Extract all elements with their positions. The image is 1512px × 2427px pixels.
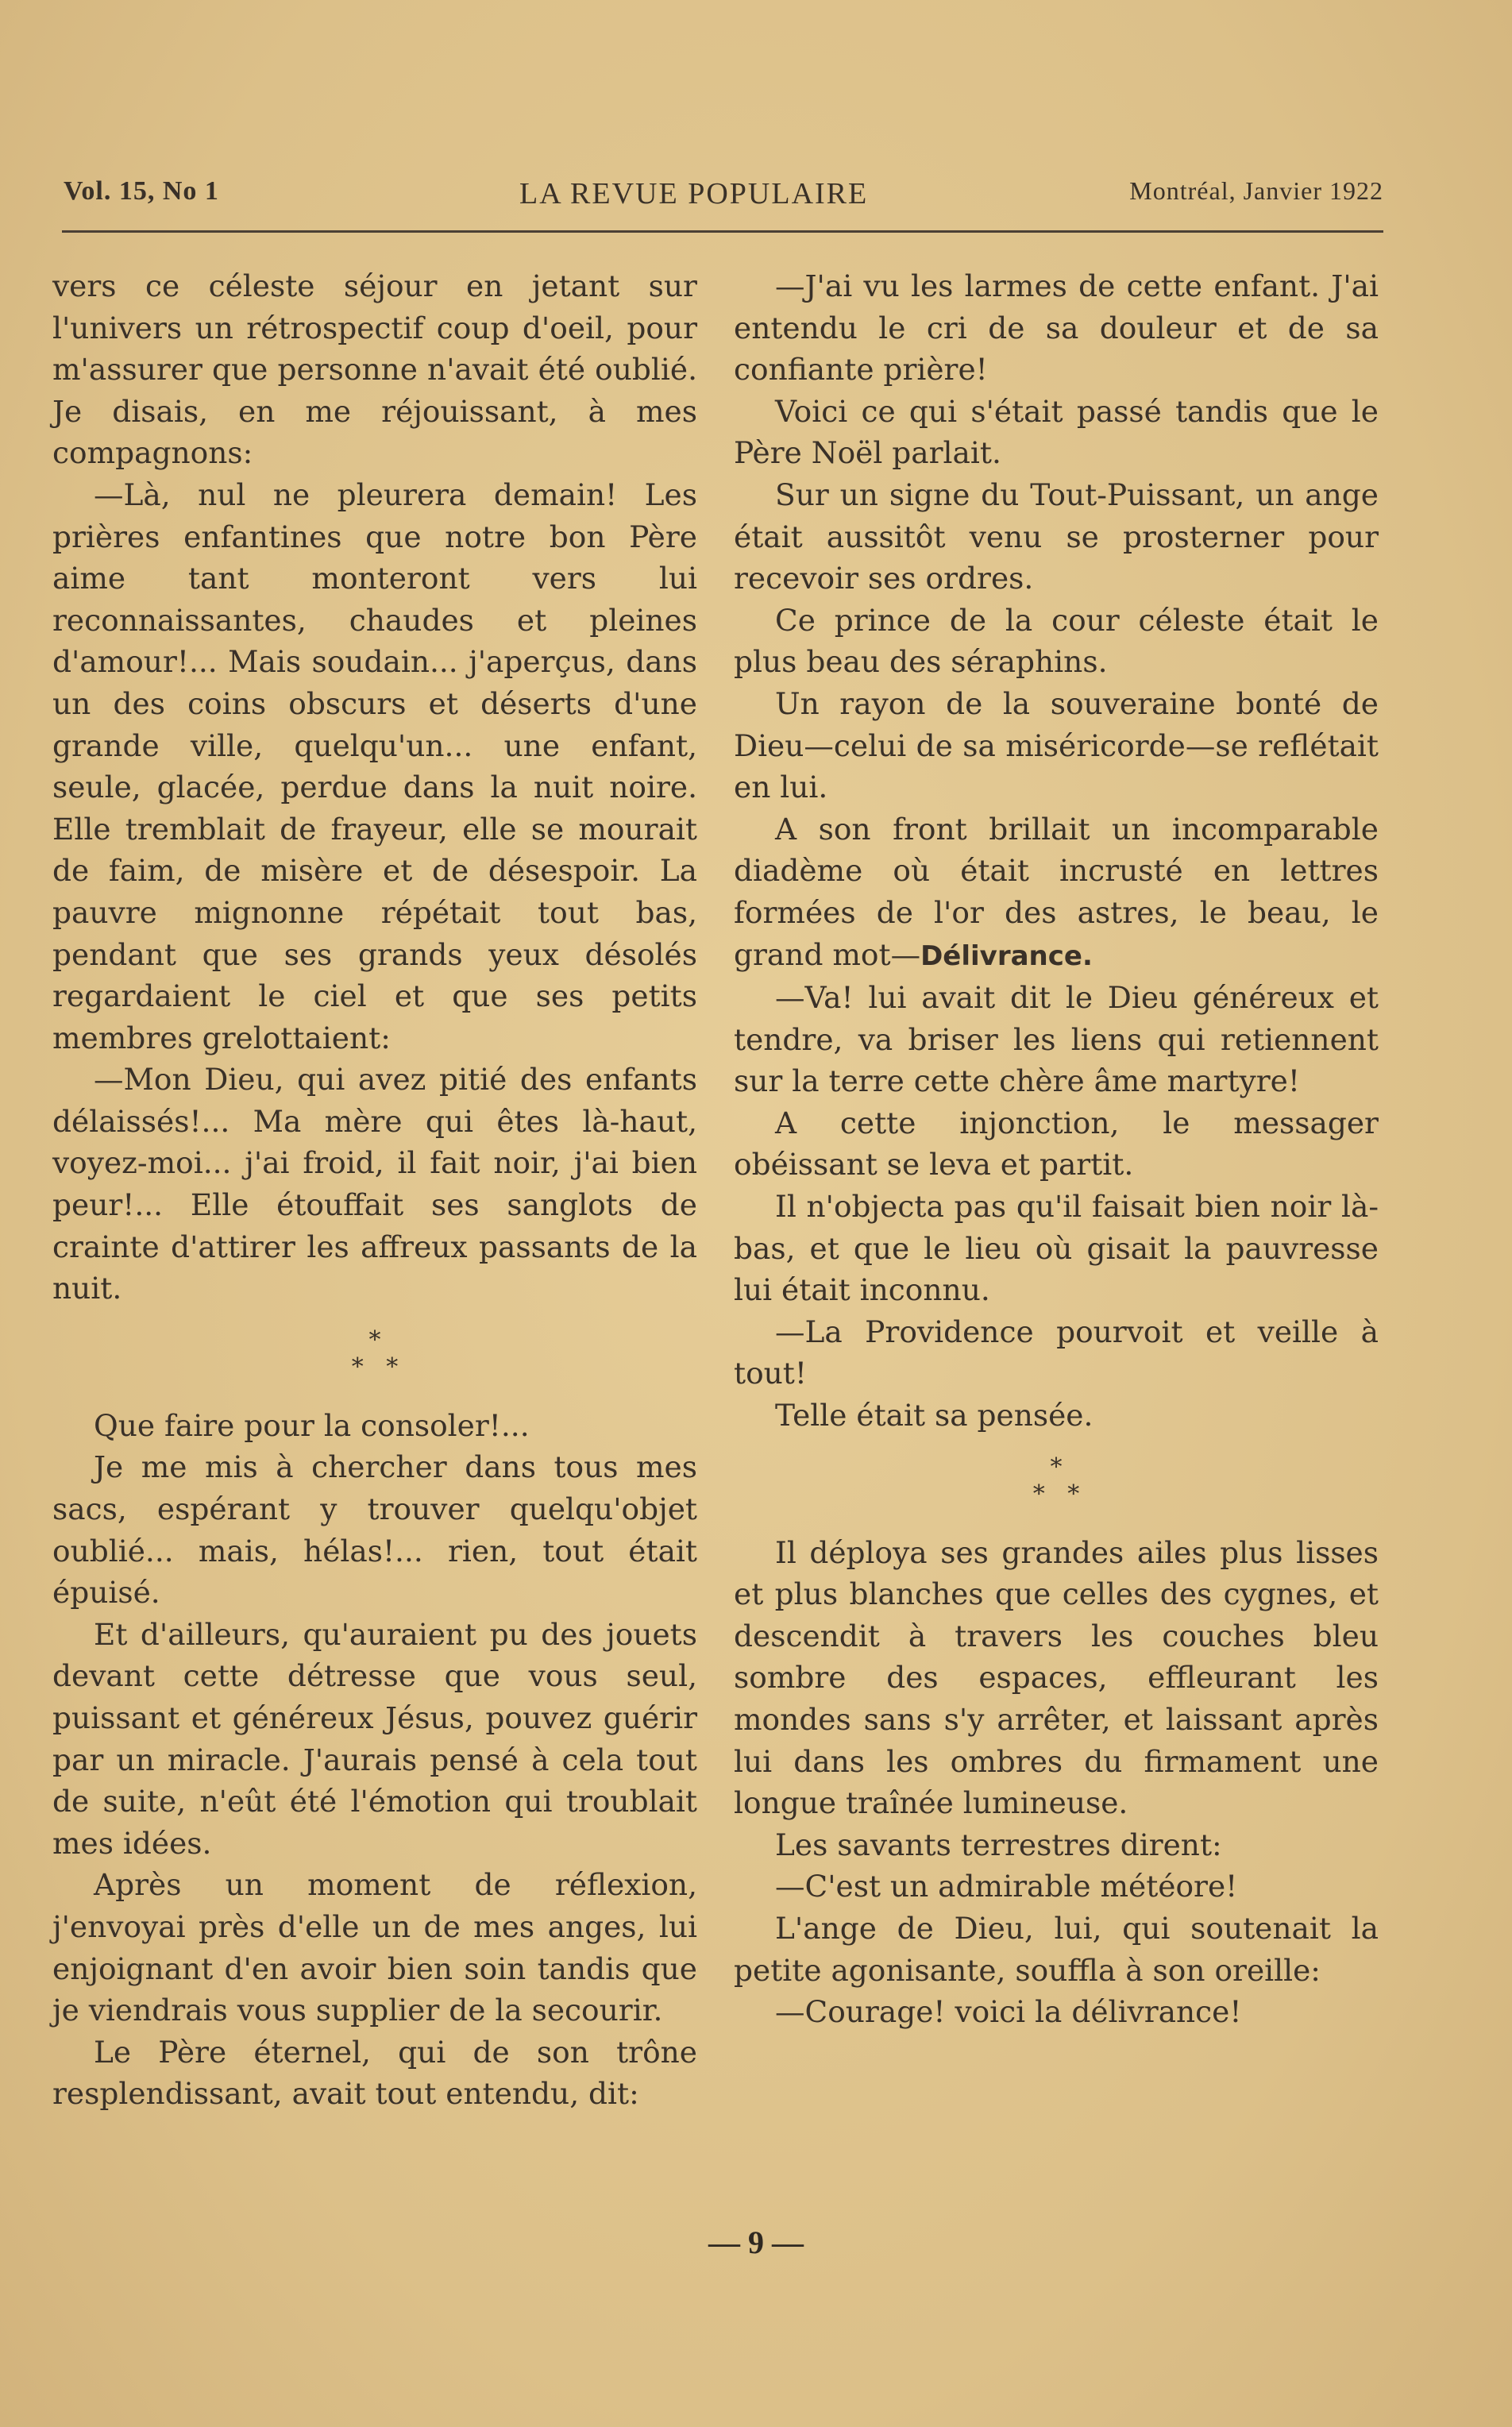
paragraph: Et d'ailleurs, qu'auraient pu des jouets devant cette détresse que vous seul, puissant et généreux Jésus, pouvez guérir par un miracle. J'aurais pensé à cela tout de suite, n'eût été l'émotion qui troublait mes idées. [52, 1616, 697, 1861]
volume-number: Vol. 15, No 1 [64, 176, 219, 206]
paragraph: Que faire pour la consoler!... [94, 1407, 530, 1443]
paragraph: L'ange de Dieu, lui, qui soutenait la petite agonisante, souffla à son oreille: [734, 1910, 1379, 1988]
paragraph: Voici ce qui s'était passé tandis que le Père Noël parlait. [734, 393, 1379, 471]
paragraph-text: A son front brillait un incomparable diadème où était incrusté en lettres formées de l'or des astres, le beau, le grand mot— [734, 811, 1379, 972]
page-header [64, 176, 1383, 216]
paragraph: Un rayon de la souveraine bonté de Dieu—celui de sa miséricorde—se reflétait en lui. [734, 685, 1379, 805]
publication-date: Montréal, Janvier 1922 [1129, 176, 1383, 205]
paragraph: Les savants terrestres dirent: [775, 1827, 1222, 1862]
paragraph: Telle était sa pensée. [775, 1398, 1094, 1433]
header-rule [62, 230, 1383, 233]
paragraph: —Courage! voici la délivrance! [775, 1994, 1242, 2030]
asterism-separator [734, 1454, 1379, 1508]
left-column [52, 265, 697, 2115]
asterisk-pair: * * [1032, 1480, 1080, 1508]
paragraph: —Mon Dieu, qui avez pitié des enfants délaissés!... Ma mère qui êtes là-haut, voyez-moi... j'ai froid, il fait noir, j'ai bien peur!... Elle étouffait ses sanglots de crainte d'attirer les affreux passants de la nuit. [52, 1062, 697, 1306]
paragraph: —Va! lui avait dit le Dieu généreux et tendre, va briser les liens qui retiennent sur la terre cette chère âme martyre! [734, 980, 1379, 1099]
asterisk-pair: * * [351, 1352, 399, 1381]
paragraph: Sur un signe du Tout-Puissant, un ange était aussitôt venu se prosterner pour recevoir ses ordres. [734, 477, 1379, 596]
paragraph: vers ce céleste séjour en jetant sur l'univers un rétrospectif coup d'oeil, pour m'assurer que personne n'avait été oublié. Je disais, en me réjouissant, à mes compagnons: [52, 268, 697, 471]
paragraph [734, 808, 1379, 977]
paragraph: —Là, nul ne pleurera demain! Les prières enfantines que notre bon Père aime tant monteront vers lui reconnaissantes, chaudes et pleines d'amour!... Mais soudain... j'aperçus, dans un des coins obscurs et déserts d'une grande ville, quelqu'un... une enfant, seule, glacée, perdue dans la nuit noire. Elle tremblait de frayeur, elle se mourait de faim, de misère et de désespoir. La pauvre mignonne répétait tout bas, pendant que ses grands yeux désolés regardaient le ciel et que ses petits membres grelottaient: [52, 477, 697, 1055]
asterism-separator [52, 1327, 697, 1381]
page-number: — 9 — [708, 2224, 804, 2260]
publication-title: LA REVUE POPULAIRE [519, 177, 869, 210]
paragraph: —C'est un admirable météore! [775, 1869, 1238, 1904]
paragraph: Après un moment de réflexion, j'envoyai près d'elle un de mes anges, lui enjoignant d'en avoir bien soin tandis que je viendrais vous supplier de la secourir. [52, 1867, 697, 2028]
paragraph: A cette injonction, le messager obéissant se leva et partit. [734, 1105, 1379, 1183]
paragraph: Je me mis à chercher dans tous mes sacs, espérant y trouver quelqu'objet oublié... mais, hélas!... rien, tout était épuisé. [52, 1449, 697, 1611]
paragraph: Il n'objecta pas qu'il faisait bien noir là-bas, et que le lieu où gisait la pauvresse lui était inconnu. [734, 1189, 1379, 1308]
paragraph: —La Providence pourvoit et veille à tout! [734, 1314, 1379, 1391]
right-column [734, 265, 1379, 2033]
paragraph: —J'ai vu les larmes de cette enfant. J'ai entendu le cri de sa douleur et de sa confiante prière! [734, 268, 1379, 388]
asterisk: * [368, 1325, 381, 1354]
paragraph: Il déploya ses grandes ailes plus lisses et plus blanches que celles des cygnes, et descendit à travers les couches bleu sombre des espaces, effleurant les mondes sans s'y arrêter, et laissant après lui dans les ombres du firmament une longue traînée lumineuse. [734, 1534, 1379, 1821]
emphasis-word: Délivrance. [920, 940, 1093, 972]
paragraph: Ce prince de la cour céleste était le plus beau des séraphins. [734, 602, 1379, 680]
asterisk: * [1050, 1453, 1063, 1481]
paragraph: Le Père éternel, qui de son trône resplendissant, avait tout entendu, dit: [52, 2034, 697, 2112]
